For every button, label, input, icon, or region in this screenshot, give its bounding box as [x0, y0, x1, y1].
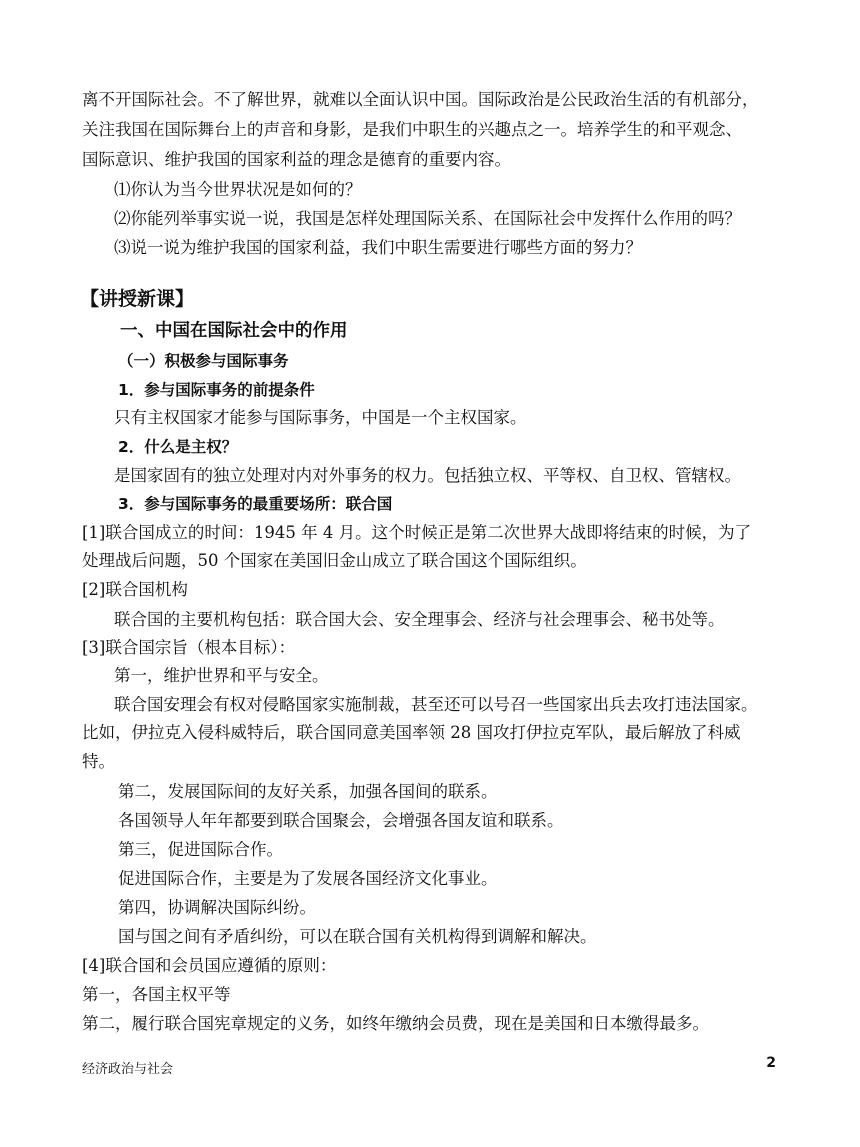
heading-3-2: 2．什么是主权？ [118, 438, 238, 456]
purpose-4: 第四，协调解决国际纠纷。 [118, 898, 316, 917]
bullet-1-line: [1]联合国成立的时间：1945 年 4 月。这个时候正是第二次世界大战即将结束的时候，为了 [82, 523, 752, 542]
text-line: 国与国之间有矛盾纠纷，可以在联合国有关机构得到调解和解决。 [118, 927, 597, 946]
text-line: 联合国的主要机构包括：联合国大会、安全理事会、经济与社会理事会、秘书处等。 [114, 610, 725, 629]
question-3: ⑶说一说为维护我国的国家利益，我们中职生需要进行哪些方面的努力？ [114, 238, 642, 257]
bullet-3: [3]联合国宗旨（根本目标）： [82, 638, 296, 657]
section-title: 【讲授新课】 [80, 288, 195, 310]
heading-3-1: 1．参与国际事务的前提条件 [118, 381, 315, 399]
question-2: ⑵你能列举事实说一说，我国是怎样处理国际关系、在国际社会中发挥什么作用的吗？ [114, 209, 741, 228]
text-line: 比如，伊拉克入侵科威特后，联合国同意美国率领 28 国攻打伊拉克军队，最后解放了科威 [82, 723, 741, 742]
text-line: 是国家固有的独立处理对内对外事务的权力。包括独立权、平等权、自卫权、管辖权。 [114, 466, 741, 485]
paragraph-line: 关注我国在国际舞台上的声音和身影，是我们中职生的兴趣点之一。培养学生的和平观念、 [82, 120, 742, 139]
text-line: 联合国安理会有权对侵略国家实施制裁，甚至还可以号召一些国家出兵去攻打违法国家。 [114, 695, 758, 714]
bullet-4: [4]联合国和会员国应遵循的原则： [82, 956, 337, 975]
paragraph-line: 离不开国际社会。不了解世界，就难以全面认识中国。国际政治是公民政治生活的有机部分， [82, 90, 759, 109]
heading-2: （一）积极参与国际事务 [118, 352, 289, 370]
footer-title: 经济政治与社会 [82, 1062, 174, 1077]
purpose-3: 第三，促进国际合作。 [118, 840, 283, 859]
text-line: 特。 [82, 752, 115, 771]
heading-1: 一、中国在国际社会中的作用 [120, 321, 348, 341]
question-1: ⑴你认为当今世界状况是如何的？ [114, 180, 362, 199]
text-line: 只有主权国家才能参与国际事务，中国是一个主权国家。 [114, 408, 527, 427]
heading-3-3: 3．参与国际事务的最重要场所：联合国 [118, 495, 393, 513]
purpose-1: 第一，维护世界和平与安全。 [114, 666, 329, 685]
page-number: 2 [766, 1055, 776, 1071]
principle-1: 第一，各国主权平等 [82, 985, 231, 1004]
principle-2: 第二，履行联合国宪章规定的义务，如终年缴纳会员费，现在是美国和日本缴得最多。 [82, 1014, 709, 1033]
text-line: 促进国际合作，主要是为了发展各国经济文化事业。 [118, 869, 498, 888]
bullet-1-line: 处理战后问题，50 个国家在美国旧金山成立了联合国这个国际组织。 [82, 551, 587, 570]
bullet-2: [2]联合国机构 [82, 580, 188, 599]
purpose-2: 第二，发展国际间的友好关系，加强各国间的联系。 [118, 782, 498, 801]
text-line: 各国领导人年年都要到联合国聚会，会增强各国友谊和联系。 [118, 811, 564, 830]
paragraph-line: 国际意识、维护我国的国家利益的理念是德育的重要内容。 [82, 150, 511, 169]
